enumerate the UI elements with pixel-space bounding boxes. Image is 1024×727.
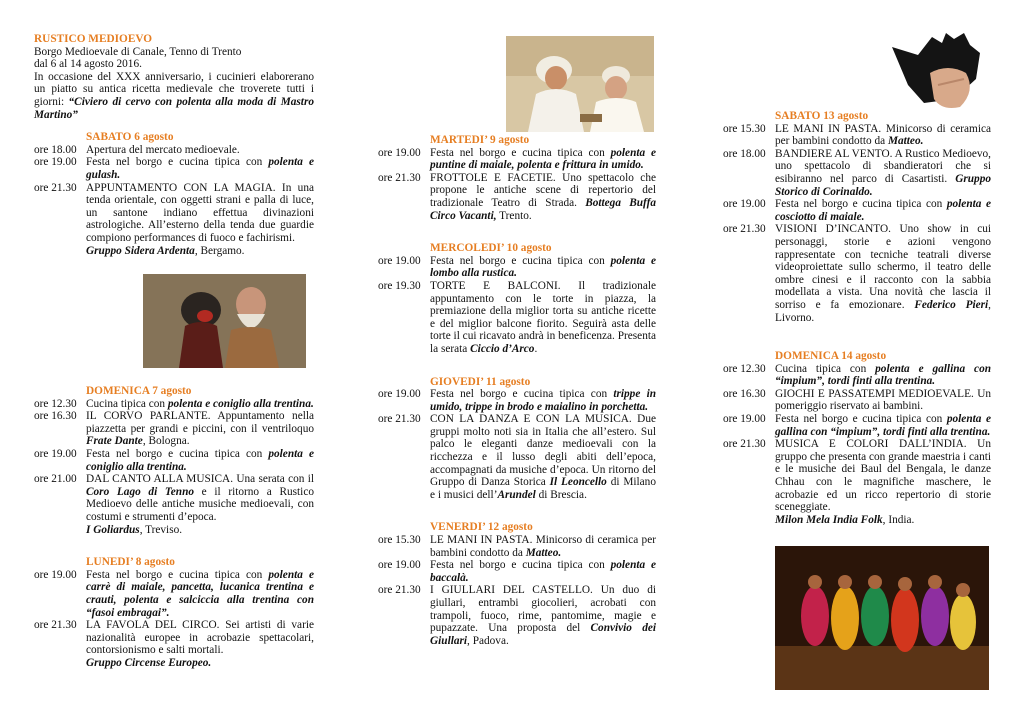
event-row: ore 19.30 TORTE E BALCONI. Il tradizionale appuntamento con le torte in piazza, la premiazione della miglior torta su antiche ricette e del miglior balcone fiorito. Seguirà asta delle torte il cui ricavato andrà in beneficenza. Presenta la serata Ciccio d’Arco. (378, 279, 656, 355)
event-row: ore 19.00 Festa nel borgo e cucina tipica con trippe in umido, trippe in brodo e maialino in porchetta. (378, 388, 657, 413)
event-row: ore 21.30 APPUNTAMENTO CON LA MAGIA. In una tenda orientale, con oggetti strani e palla di luce, un santone indiano effettua divinazioni astrologiche. All’esterno della tenda due guardie compiono performances di fuoco e fachirismi. Gruppo Sidera Ardenta, Bergamo. (34, 181, 314, 257)
column-right (723, 110, 991, 526)
day-heading: LUNEDI’ 8 agosto (86, 556, 175, 569)
event-row: ore 18.00 Apertura del mercato medioevale. (34, 143, 240, 156)
event-row: ore 19.00 Festa nel borgo e cucina tipica con polenta e gallina con “impium”, tordi finti alla trentina. (723, 413, 992, 438)
event-row: ore 16.30 GIOCHI E PASSATEMPI MEDIOEVALE. Un pomeriggio riservato ai bambini. (723, 387, 991, 413)
event-row: ore 21.00 DAL CANTO ALLA MUSICA. Una serata con il Coro Lago di Tenno e il ritorno a Rustico Medioevo delle antiche musiche medioevali, con costumi e strumenti d’epoca. I Goliardus, Treviso. (34, 473, 314, 536)
photo-two-performers (506, 36, 654, 132)
festival-title: RUSTICO MEDIOEVO (34, 33, 153, 45)
day-heading: MARTEDI’ 9 agosto (430, 134, 530, 146)
event-row: ore 21.30 I GIULLARI DEL CASTELLO. Un duo di giullari, entrambi giocolieri, acrobati con trampoli, fuoco, rime, pantomime, magie e pupazzate. Una proposta del Convivio dei Giullari, Padova. (378, 584, 656, 647)
day-heading: SABATO 6 agosto (86, 131, 174, 144)
day-heading: VENERDI’ 12 agosto (430, 521, 533, 534)
photo-shadow-hand (884, 33, 990, 111)
event-row: ore 15.30 LE MANI IN PASTA. Minicorso di ceramica per bambini condotto da Matteo. (723, 122, 991, 148)
festival-dates: dal 6 al 14 agosto 2016. (34, 58, 142, 71)
event-row: ore 19.00 Festa nel borgo e cucina tipica con polenta e baccalà. (378, 559, 657, 584)
column-middle (378, 134, 656, 647)
event-row: ore 19.00 Festa nel borgo e cucina tipica con polenta e cosciotto di maiale. (723, 198, 992, 223)
day-heading: DOMENICA 7 agosto (86, 385, 192, 398)
day-heading: GIOVEDI’ 11 agosto (430, 375, 531, 388)
event-row: ore 16.30 IL CORVO PARLANTE. Appuntamento nella piazzetta per grandi e piccini, con il ventriloquo Frate Dante, Bologna. (34, 410, 314, 448)
column-left (34, 33, 314, 670)
event-row: ore 21.30 VISIONI D’INCANTO. Uno show in cui personaggi, storie e azioni vengono rappresentate con tecniche teatrali diverse videoproiettate sullo schermo, il teatro delle ombre cinesi e il racconto con la sabbia modellata a vista. Una novità che lascia il sorriso e fa emozionare. Federico Pieri, Livorno. (723, 223, 991, 324)
event-row: ore 15.30 LE MANI IN PASTA. Minicorso di ceramica per bambini condotto da Matteo. (378, 534, 656, 559)
event-row: ore 19.00 Festa nel borgo e cucina tipica con polenta e coniglio alla trentina. (34, 448, 315, 473)
event-row: ore 18.00 BANDIERE AL VENTO. A Rustico Medioevo, uno spettacolo di sbandieratori che si esibiranno nel parco di Casartisti. Gruppo Storico di Corinaldo. (723, 147, 991, 198)
festival-location: Borgo Medioevale di Canale, Tenno di Trento (34, 45, 242, 58)
event-row: ore 19.00 Festa nel borgo e cucina tipica con polenta e carrè di maiale, pancetta, lucanica trentina e crauti, polenta e salciccia alla trentina con “fasoi embragai”. (34, 568, 315, 619)
event-row: ore 19.00 Festa nel borgo e cucina tipica con polenta e puntine di maiale, polenta e frittura in umido. (378, 146, 657, 172)
day-heading: DOMENICA 14 agosto (775, 350, 887, 363)
event-row: ore 21.30 CON LA DANZA E CON LA MUSICA. Due gruppi molto noti sia in Italia che all’estero. Sul palco le eleganti danze medioevali con la ricchezza e il lusso degli abiti dell’epoca, accompagnati da musiche d’epoca. Un ritorno del Gruppo di Danza Storica Il Leoncello di Milano e i musici dell’Arundel di Brescia. (378, 413, 656, 501)
event-row: ore 19.00 Festa nel borgo e cucina tipica con polenta e gulash. (34, 156, 315, 181)
event-row: ore 12.30 Cucina tipica con polenta e gallina con “impium”, tordi finti alla trentina. (723, 362, 991, 388)
event-row: ore 21.30 FROTTOLE E FACETIE. Uno spettacolo che propone le antiche scene di repertorio del tradizionale Teatro di Strada. Bottega Buffa Circo Vacanti, Trento. (378, 171, 656, 222)
event-row: ore 21.30 LA FAVOLA DEL CIRCO. Sei artisti di varie nazionalità europee in acrobazie spettacolari, contorsionismo e salti mortali. Gruppo Circense Europeo. (34, 619, 314, 669)
event-row: ore 19.00 Festa nel borgo e cucina tipica con polenta e lombo alla rustica. (378, 254, 657, 280)
photo-indian-dancers (775, 546, 989, 690)
event-row: ore 21.30 MUSICA E COLORI DALL’INDIA. Un gruppo che presenta con grande maestria i canti e le musiche dei Baul del Bengala, le danze Chhau con le magnifiche maschere, le acrobazie ed un ricco repertorio di storie sceneggiate. Milon Mela India Folk, India. (723, 438, 991, 526)
day-heading: SABATO 13 agosto (775, 110, 869, 122)
event-row: ore 12.30 Cucina tipica con polenta e coniglio alla trentina. (34, 397, 314, 410)
day-heading: MERCOLEDI’ 10 agosto (430, 242, 552, 255)
festival-intro: In occasione del XXX anniversario, i cucinieri elaborerano un piatto su antica ricetta medievale che troverete tutti i giorni: “Civiero di cervo con polenta alla moda di Mastro Martino” (34, 70, 314, 121)
